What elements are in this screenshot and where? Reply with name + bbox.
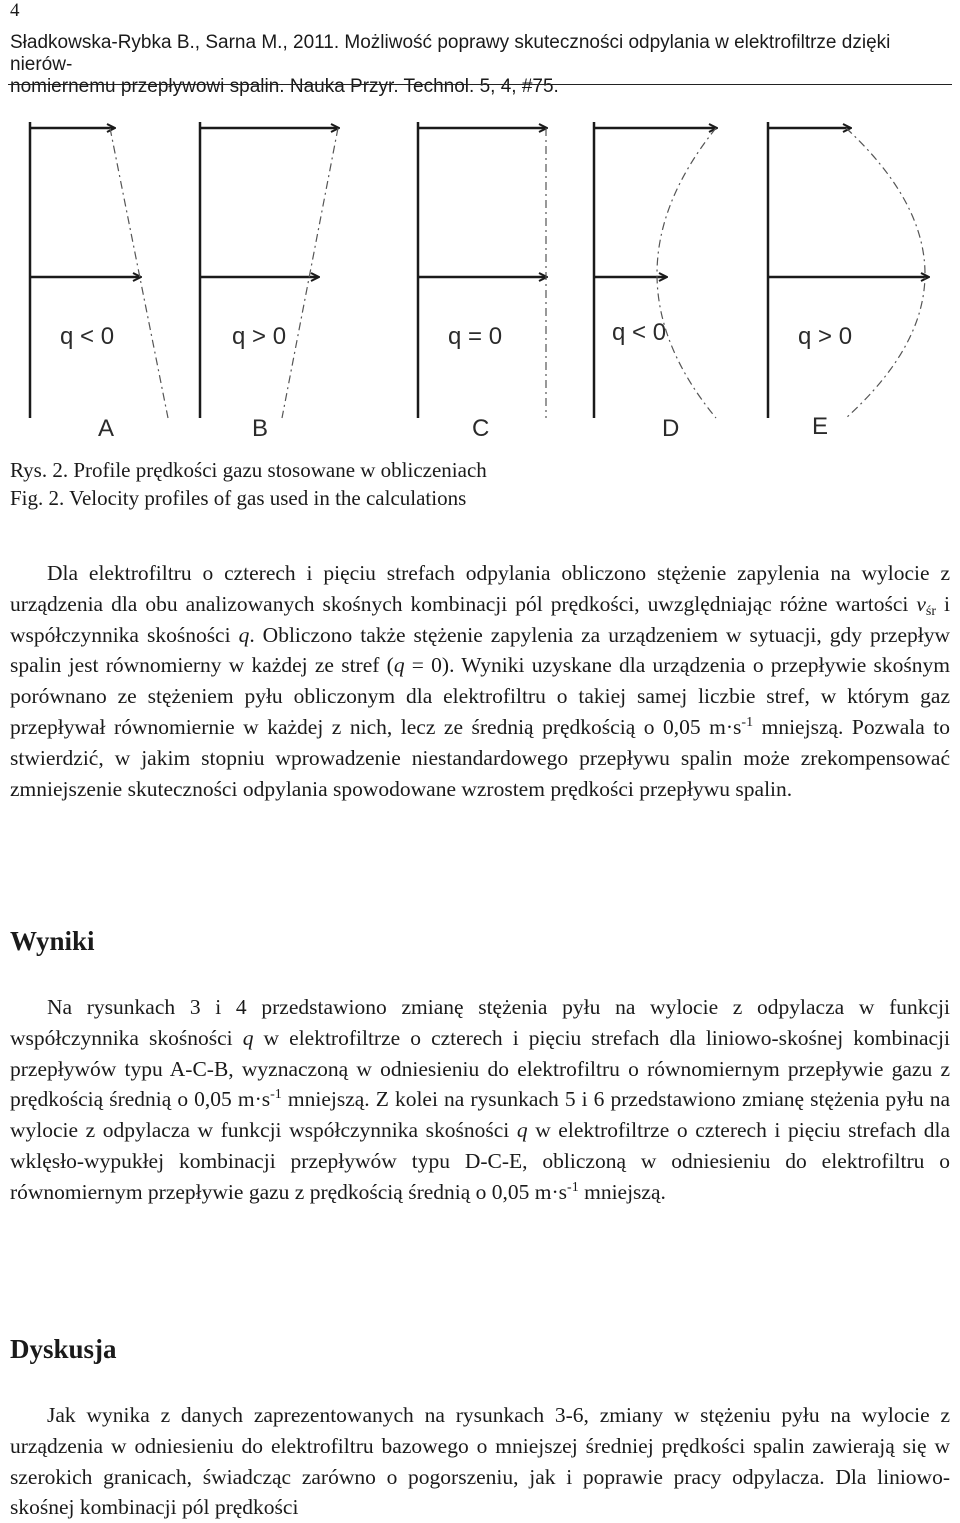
text-run: i współczynnika skośności bbox=[10, 591, 950, 647]
text-run: mniejszą. Z kolei na rysunkach 5 i 6 przedstawiono zmianę stężenia pyłu na wylocie z odpylacza w funkcji współczynnika skośności bbox=[10, 1087, 951, 1143]
symbol-q: q bbox=[393, 653, 405, 678]
panel-letter-c: C bbox=[472, 415, 490, 442]
profile-panel-a bbox=[30, 122, 168, 442]
text-run: = 0). Wyniki uzyskane dla urządzenia o przepływie skośnym porównano ze stężeniem pyłu obliczonym dla elektrofiltru o takiej samej liczbie stref, w którym gaz przepływał równomiernie w każdej z nich, lecz ze średnią prędkością o 0,05 m·s bbox=[10, 653, 951, 739]
panel-letter-d: D bbox=[662, 415, 680, 442]
profile-panel-c bbox=[418, 122, 546, 442]
profile-curve-e bbox=[846, 128, 925, 418]
text-run: mniejszą. Pozwala to stwierdzić, w jakim stopniu wprowadzenie niestandardowego przepływu spalin może zrekompensować zmniejszenie skuteczności odpylania spowodowane wzrostem prędkości przepływu spalin. bbox=[10, 714, 950, 801]
superscript: -1 bbox=[741, 714, 754, 730]
condition-label-c: q = 0 bbox=[448, 323, 503, 350]
profile-line-a bbox=[110, 128, 168, 418]
paragraph-methods bbox=[10, 558, 950, 804]
heading-results: Wyniki bbox=[10, 926, 95, 956]
subscript-sr: śr bbox=[925, 603, 937, 619]
header-rule bbox=[8, 84, 952, 85]
profile-curve-d bbox=[657, 128, 716, 418]
symbol-v: v bbox=[916, 591, 926, 616]
panel-letter-a: A bbox=[98, 415, 115, 442]
page-number: 4 bbox=[10, 0, 20, 21]
profile-panel-b bbox=[200, 122, 338, 442]
superscript: -1 bbox=[270, 1087, 282, 1103]
figure-captions bbox=[10, 456, 487, 512]
caption-polish: Rys. 2. Profile prędkości gazu stosowane w obliczeniach bbox=[10, 458, 487, 482]
superscript: -1 bbox=[567, 1179, 579, 1195]
profile-panel-d bbox=[594, 122, 716, 442]
symbol-q: q bbox=[516, 1118, 528, 1143]
panel-letter-e: E bbox=[812, 413, 829, 440]
citation-line-1: Sładkowska-Rybka B., Sarna M., 2011. Możliwość poprawy skuteczności odpylania w elektrofiltrze dzięki nierów- bbox=[10, 32, 891, 75]
text-run: Dla elektrofiltru o czterech i pięciu strefach odpylania obliczono stężenie zapylenia na wylocie z urządzenia dla obu analizowanych skośnych kombinacji pól prędkości, uwzględniając różne wartości bbox=[10, 561, 950, 616]
text-run: Na rysunkach 3 i 4 przedstawiono zmianę stężenia pyłu na wylocie z odpylacza w funkcji współczynnika skośności bbox=[10, 995, 950, 1050]
text-run: w elektrofiltrze o czterech i pięciu strefach dla wklęsło-wypukłej kombinacji przepływów typu D-C-E, obliczoną w odniesieniu do elektrofiltru o równomiernym przepływie gazu z prędkością średnią o 0,05 m·s bbox=[10, 1118, 950, 1204]
profile-panel-e bbox=[768, 122, 928, 440]
velocity-profiles-figure bbox=[0, 100, 960, 450]
text-run: mniejszą. bbox=[578, 1179, 666, 1204]
condition-label-d: q < 0 bbox=[612, 319, 667, 346]
heading-discussion: Dyskusja bbox=[10, 1334, 117, 1364]
caption-english: Fig. 2. Velocity profiles of gas used in the calculations bbox=[10, 486, 467, 510]
condition-label-a: q < 0 bbox=[60, 323, 115, 350]
paragraph-results bbox=[10, 992, 950, 1208]
paragraph-discussion bbox=[10, 1400, 950, 1523]
symbol-q: q bbox=[242, 1025, 254, 1050]
condition-label-b: q > 0 bbox=[232, 323, 287, 350]
symbol-q: q bbox=[238, 622, 250, 647]
text-run: w elektrofiltrze o czterech i pięciu strefach dla liniowo-skośnej kombinacji przepływów typu A-C-B, wyznaczoną w odniesieniu do elektrofiltru o równomiernym przepływie gazu z prędkością średnią o 0,05 m·s bbox=[10, 1025, 950, 1112]
condition-label-e: q > 0 bbox=[798, 323, 853, 350]
profile-line-b bbox=[282, 128, 338, 418]
citation-header bbox=[10, 32, 950, 98]
panel-letter-b: B bbox=[252, 415, 269, 442]
text-run: . Obliczono także stężenie zapylenia za urządzeniem w sytuacji, gdy przepływ spalin jest równomierny w każdej ze stref ( bbox=[10, 622, 950, 678]
citation-line-2: nomiernemu przepływowi spalin. Nauka Przyr. Technol. 5, 4, #75. bbox=[10, 76, 559, 97]
text-run: Jak wynika z danych zaprezentowanych na rysunkach 3-6, zmiany w stężeniu pyłu na wylocie z urządzenia w odniesieniu do elektrofiltru bazowego o mniejszej średniej prędkości spalin zawierają się w szerokich granicach, świadcząc zarówno o pogorszeniu, jak i poprawie pracy odpylacza. Dla liniowo-skośnej kombinacji pól prędkości bbox=[10, 1403, 950, 1520]
